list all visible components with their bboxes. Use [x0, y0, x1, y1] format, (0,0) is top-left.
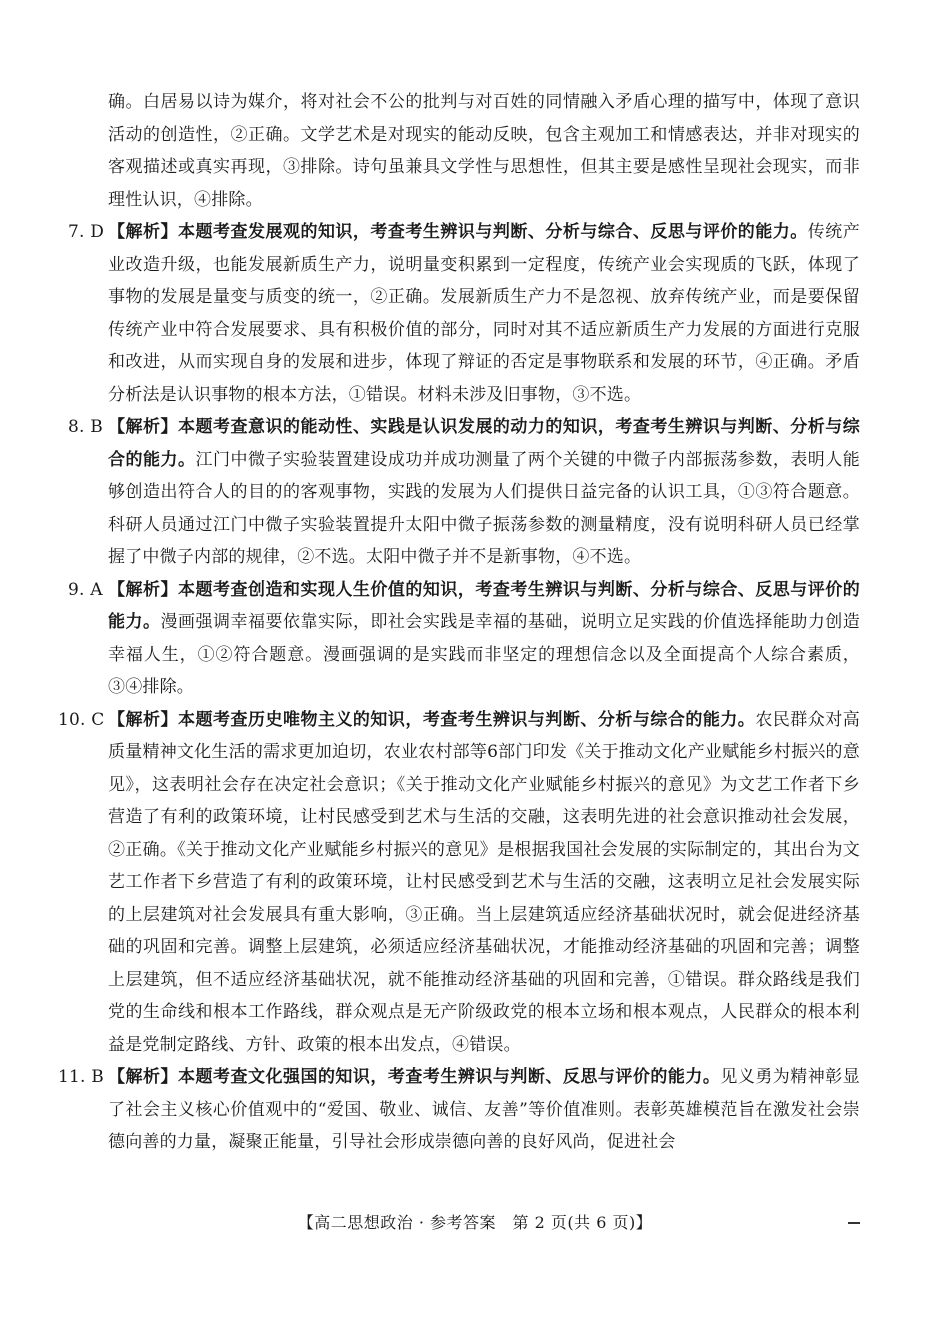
answer-item-9 [68, 574, 861, 704]
analysis-tag: 【解析】 [108, 417, 178, 437]
analysis-tag: 【解析】 [108, 709, 178, 730]
item-body: 漫画强调幸福要依靠实际，即社会实践是幸福的基础，说明立足实践的价值选择能助力创造幸福人生，①②符合题意。漫画强调的是实践而非坚定的理想信念以及全面提高个人综合素质，③④排除。 [108, 612, 861, 697]
item-number: 8. B [68, 417, 103, 437]
answer-content [58, 86, 861, 1159]
answer-item-7 [68, 216, 860, 411]
analysis-tag: 【解析】 [108, 1067, 178, 1087]
item-body: 见义勇为精神彰显了社会主义核心价值观中的“爱国、敬业、诚信、友善”等价值准则。表彰英雄模范旨在激发社会崇德向善的力量，凝聚正能量，引导社会形成崇德向善的良好风尚，促进社会 [108, 1067, 860, 1152]
item-lead: 本题考查意识的能动性、实践是认识发展的动力的知识，考查考生辨识与判断、分析与综合的能力。 [108, 417, 860, 470]
answer-item-10 [58, 704, 860, 1062]
item-body: 传统产业改造升级，也能发展新质生产力，说明量变积累到一定程度，传统产业会实现质的飞跃，体现了事物的发展是量变与质变的统一，②正确。发展新质生产力不是忽视、放弃传统产业，而是要保留传统产业中符合发展要求、具有积极价值的部分，同时对其不适应新质生产力发展的方面进行克服和改进，从而实现自身的发展和进步，体现了辩证的否定是事物联系和发展的环节，④正确。矛盾分析法是认识事物的根本方法，①错误。材料未涉及旧事物，③不选。 [108, 222, 860, 405]
continuation-paragraph: 确。白居易以诗为媒介，将对社会不公的批判与对百姓的同情融入矛盾心理的描写中，体现了意识活动的创造性，②正确。文学艺术是对现实的能动反映，包含主观加工和情感表达，并非对现实的客观描述或真实再现，③排除。诗句虽兼具文学性与思想性，但其主要是感性呈现社会现实，而非理性认识，④排除。 [108, 92, 860, 210]
item-lead: 本题考查发展观的知识，考查考生辨识与判断、分析与综合、反思与评价的能力。 [177, 222, 808, 242]
answer-item-8 [68, 411, 860, 574]
page-footer: 【高二思想政治 · 参考答案 第 2 页(共 6 页)】 [297, 1213, 653, 1232]
item-number: 10. C [58, 709, 105, 730]
item-body: 江门中微子实验装置建设成功并成功测量了两个关键的中微子内部振荡参数，表明人能够创造出符合人的目的的客观事物，实践的发展为人们提供日益完备的认识工具，①③符合题意。科研人员通过江门中微子实验装置提升太阳中微子振荡参数的测量精度，没有说明科研人员已经掌握了中微子内部的规律，②不选。太阳中微子并不是新事物，④不选。 [108, 449, 860, 567]
item-lead: 本题考查文化强国的知识，考查考生辨识与判断、反思与评价的能力。 [177, 1067, 721, 1087]
analysis-tag: 【解析】 [108, 222, 178, 242]
item-number: 7. D [68, 222, 105, 242]
item-lead: 本题考查创造和实现人生价值的知识，考查考生辨识与判断、分析与综合、反思与评价的能力。 [108, 579, 860, 632]
analysis-tag: 【解析】 [108, 579, 178, 600]
item-number: 11. B [58, 1067, 104, 1087]
item-lead: 本题考查历史唯物主义的知识，考查考生辨识与判断、分析与综合的能力。 [177, 709, 756, 730]
answer-item-11 [58, 1061, 860, 1159]
corner-mark [848, 1222, 860, 1224]
item-number: 9. A [68, 579, 103, 600]
item-body: 农民群众对高质量精神文化生活的需求更加迫切，农业农村部等6部门印发《关于推动文化产业赋能乡村振兴的意见》，这表明社会存在决定社会意识；《关于推动文化产业赋能乡村振兴的意见》为文艺工作者下乡营造了有利的政策环境，让村民感受到艺术与生活的交融，这表明先进的社会意识推动社会发展，②正确。《关于推动文化产业赋能乡村振兴的意见》是根据我国社会发展的实际制定的，其出台为文艺工作者下乡营造了有利的政策环境，让村民感受到艺术与生活的交融，这表明立足社会发展实际的上层建筑对社会发展具有重大影响，③正确。当上层建筑适应经济基础状况时，就会促进经济基础的巩固和完善。调整上层建筑，必须适应经济基础状况，才能推动经济基础的巩固和完善；调整上层建筑，但不适应经济基础状况，就不能推动经济基础的巩固和完善，①错误。群众路线是我们党的生命线和根本工作路线，群众观点是无产阶级政党的根本立场和根本观点，人民群众的根本利益是党制定路线、方针、政策的根本出发点，④错误。 [108, 709, 860, 1055]
